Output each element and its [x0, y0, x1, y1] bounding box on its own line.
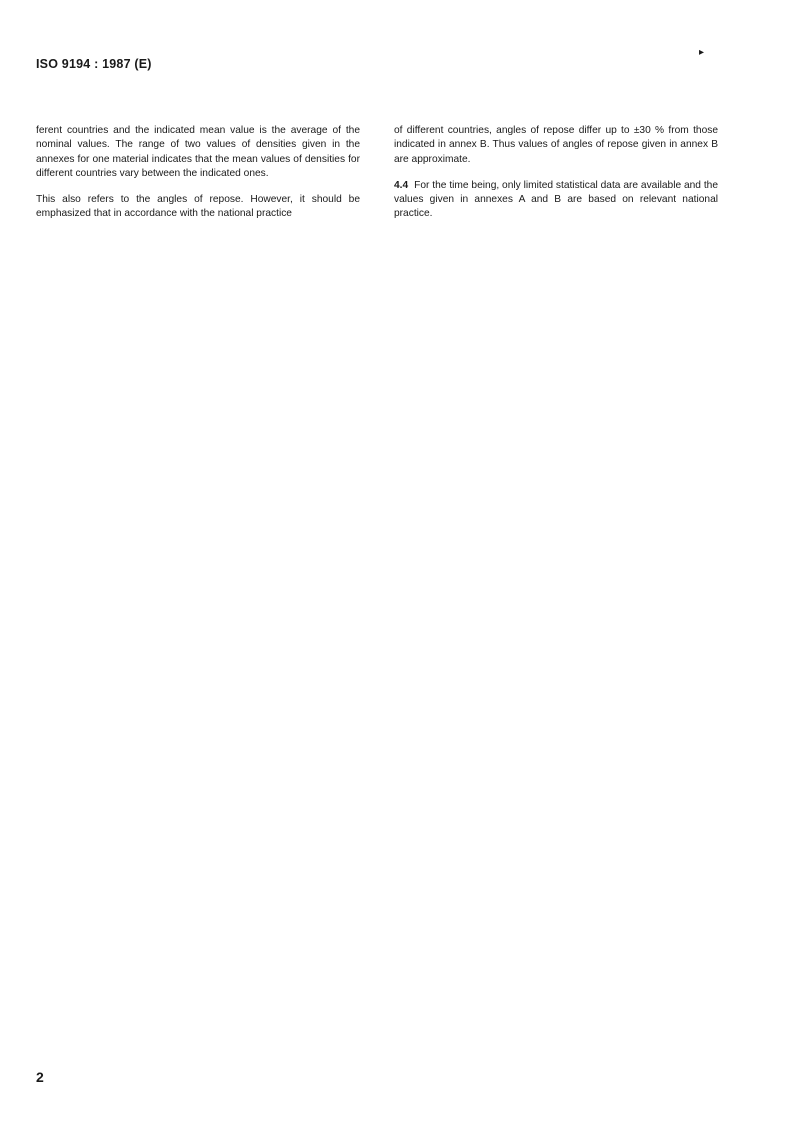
clause-text: For the time being, only limited statistical data are available and the values given in annexes A and B are based on relevant national practice.	[394, 179, 718, 220]
page-number: 2	[36, 1069, 44, 1085]
clause-number: 4.4	[394, 179, 409, 191]
right-column	[394, 124, 718, 234]
corner-mark-icon: ▸	[699, 47, 705, 58]
left-paragraph-2: This also refers to the angles of repose. However, it should be emphasized that in accordance with the national practice	[36, 194, 360, 220]
right-paragraph-1: of different countries, angles of repose differ up to ±30 % from those indicated in annex B. Thus values of angles of repose given in annex B are approximate.	[394, 125, 718, 165]
clause-4-4	[394, 179, 718, 222]
left-column	[36, 124, 360, 234]
document-header: ISO 9194 : 1987 (E)	[36, 57, 152, 71]
left-paragraph-1: ferent countries and the indicated mean value is the average of the nominal values. The range of two values of densities given in the annexes for one material indicates that the mean values of densities for different countries vary between the indicated ones.	[36, 125, 360, 179]
